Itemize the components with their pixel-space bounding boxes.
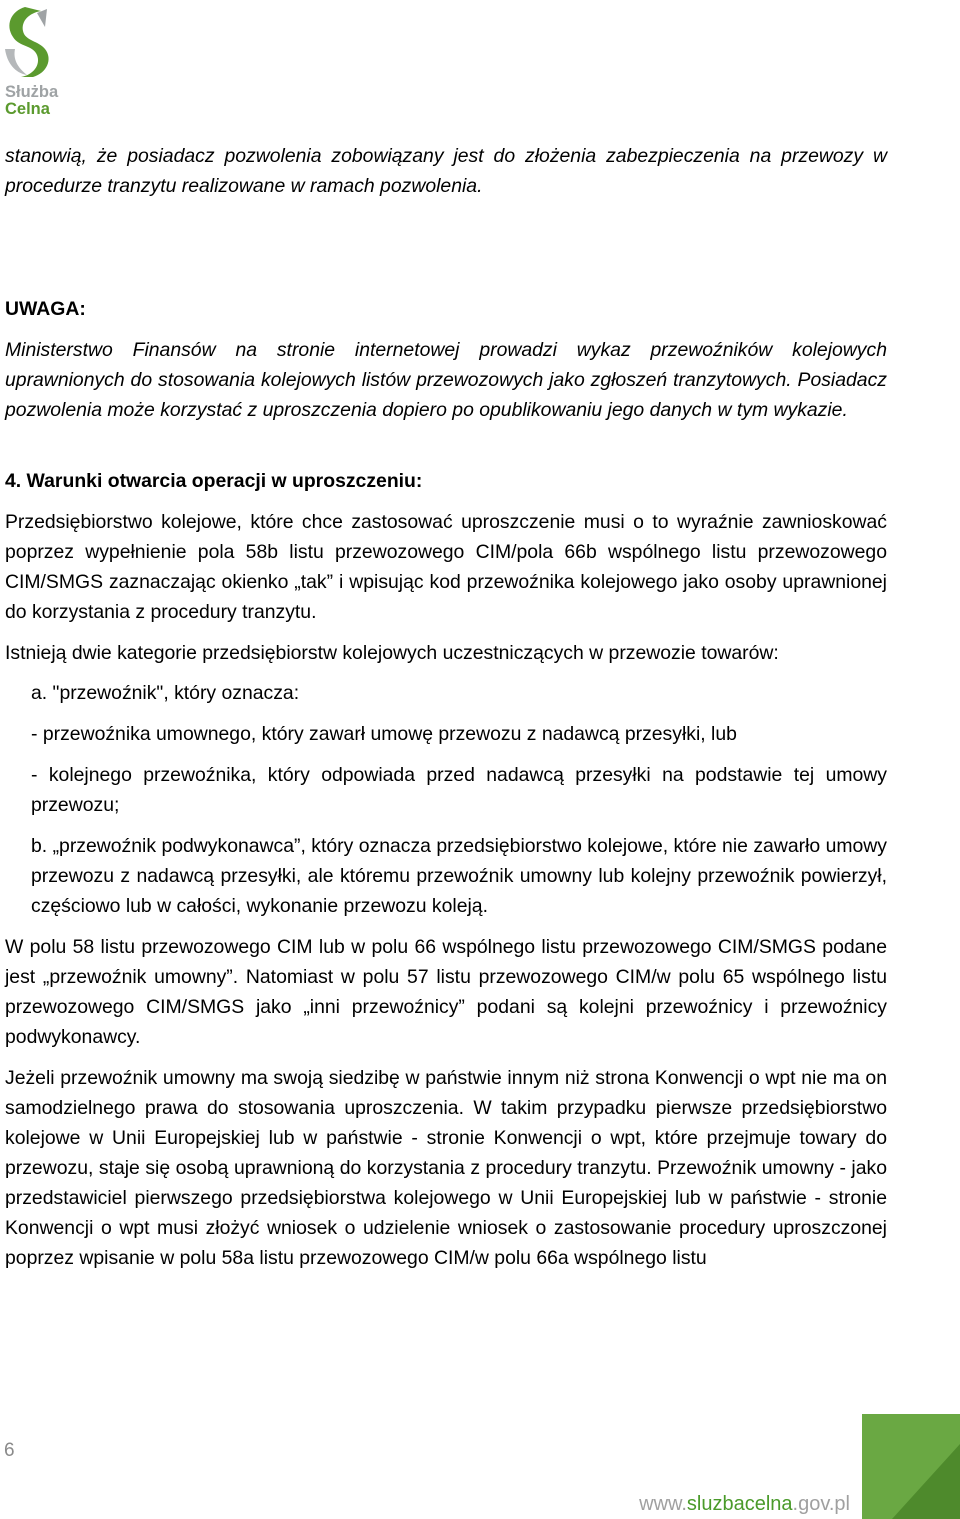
green-tile-icon (862, 1414, 960, 1519)
paragraph-pole-58: W polu 58 listu przewozowego CIM lub w polu 66 wspólnego listu przewozowego CIM/SMGS podane jest „przewoźnik umowny”. Natomiast w polu 57 listu przewozowego CIM/w polu 65 wspólnego listu przewozowego CIM/SMGS jako „inni przewoźnicy” podani są kolejni przewoźnicy i przewoźnicy podwykonawcy. (5, 936, 887, 1048)
footer-decoration (862, 1414, 960, 1519)
section-4-heading: 4. Warunki otwarcia operacji w uproszczeniu: (5, 470, 423, 492)
url-domain: sluzbacelna (686, 1493, 793, 1515)
list-item-a2: - kolejnego przewoźnika, który odpowiada przed nadawcą przesyłki na podstawie tej umowy przewozu; (31, 764, 887, 816)
paragraph-jezeli: Jeżeli przewoźnik umowny ma swoją siedzibę w państwie innym niż strona Konwencji o wpt nie ma on samodzielnego prawa do stosowania uproszczenia. W takim przypadku pierwsze przedsiębiorstwo kolejowe w Unii Europejskiej lub w państwie - stronie Konwencji o wpt, które przejmuje towary do przewozu, staje się osobą uprawnioną do korzystania z procedury tranzytu. Przewoźnik umowny - jako przedstawiciel pierwszego przedsiębiorstwa kolejowego w Unii Europejskiej lub w państwie - stronie Konwencji o wpt musi złożyć wniosek o udzielenie wniosek o zastosowanie procedury uproszczonej poprzez wpisanie w polu 58a listu przewozowego CIM/w polu 66a wspólnego listu (5, 1067, 887, 1269)
paragraph-przedsiebiorstwo: Przedsiębiorstwo kolejowe, które chce zastosować uproszczenie musi o to wyraźnie zawnioskować poprzez wypełnienie pola 58b listu przewozowego CIM/pola 66b wspólnego listu przewozowego CIM/SMGS zaznaczając okienko „tak” i wpisując kod przewoźnika kolejowego jako osoby uprawnionej do korzystania z procedury tranzytu. (5, 511, 887, 623)
footer-website[interactable] (639, 1493, 850, 1516)
list-item-a1: - przewoźnika umownego, który zawarł umowę przewozu z nadawcą przesyłki, lub (31, 723, 737, 745)
url-suffix: .gov.pl (792, 1493, 850, 1515)
uwaga-heading: UWAGA: (5, 298, 86, 320)
document-body (5, 141, 887, 1273)
url-prefix: www. (639, 1493, 687, 1515)
paragraph-kategorie: Istnieją dwie kategorie przedsiębiorstw kolejowych uczestniczących w przewozie towarów: (5, 642, 779, 664)
list-item-a: a. "przewoźnik", który oznacza: (31, 682, 300, 704)
logo-line-2: Celna (5, 100, 50, 118)
sluzba-celna-logo (3, 5, 65, 117)
logo-mark-icon (3, 5, 65, 83)
logo-text (5, 84, 58, 118)
paragraph-intro: stanowią, że posiadacz pozwolenia zobowiązany jest do złożenia zabezpieczenia na przewozy w procedurze tranzytu realizowane w ramach pozwolenia. (5, 145, 887, 197)
list-item-b: b. „przewoźnik podwykonawca”, który oznacza przedsiębiorstwo kolejowe, które nie zawarło umowy przewozu z nadawcą przesyłki, ale któremu przewoźnik umowny lub kolejny przewoźnik powierzył, częściowo lub w całości, wykonanie przewozu koleją. (31, 835, 887, 917)
logo-line-1: Służba (5, 83, 59, 101)
uwaga-paragraph: Ministerstwo Finansów na stronie internetowej prowadzi wykaz przewoźników kolejowych uprawnionych do stosowania kolejowych listów przewozowych jako zgłoszeń tranzytowych. Posiadacz pozwolenia może korzystać z uproszczenia dopiero po opublikowaniu jego danych w tym wykazie. (5, 339, 887, 421)
page-number: 6 (4, 1440, 15, 1461)
